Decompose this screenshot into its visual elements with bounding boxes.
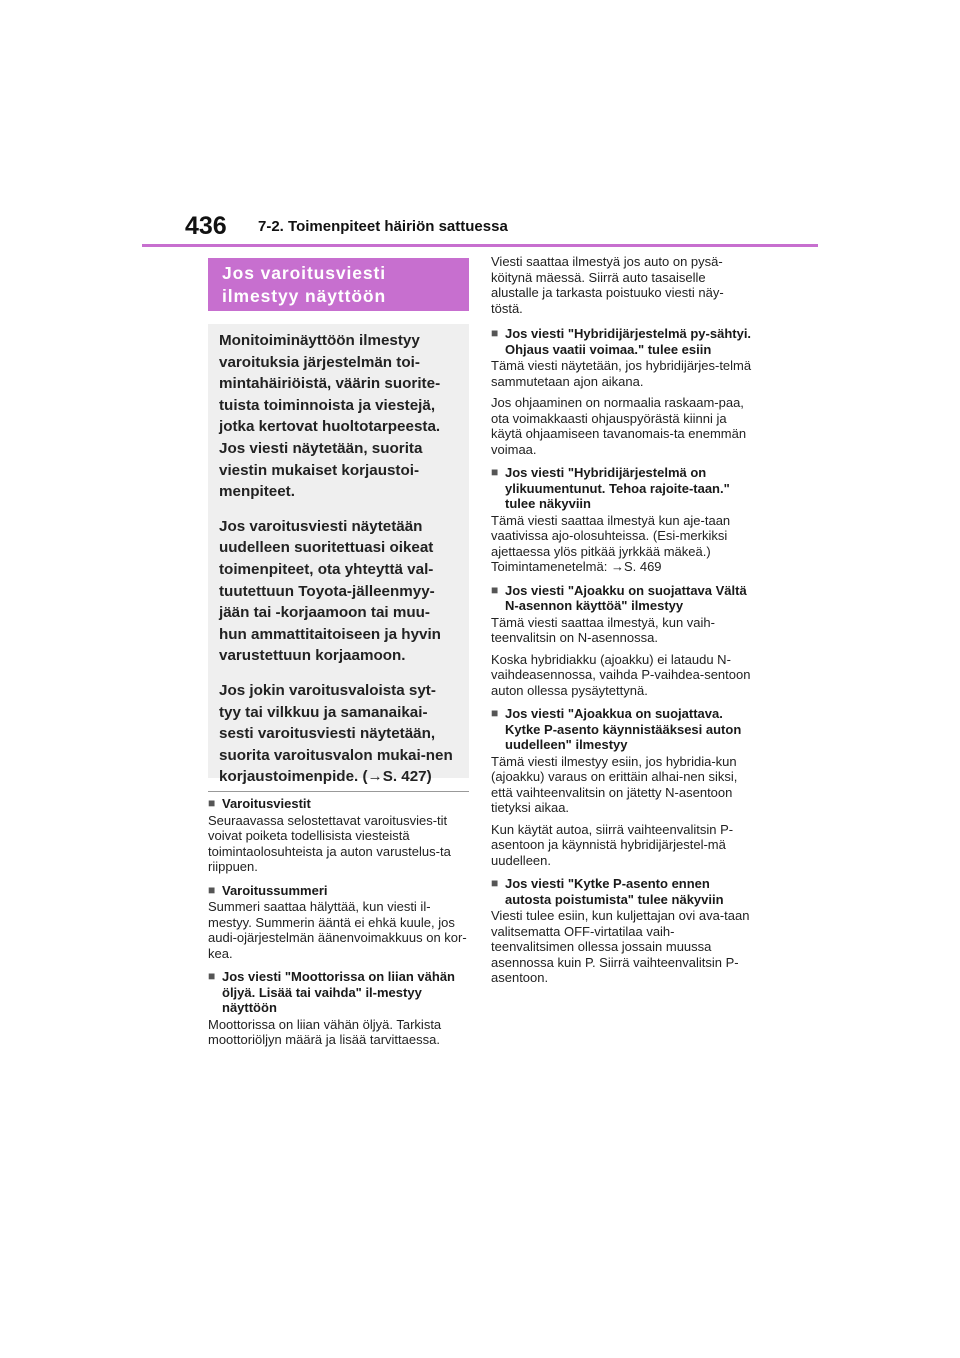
- body-text: Tämä viesti saattaa ilmestyä kun aje-taan vaativissa ajo-olosuhteissa. (Esi-merkiksi ajettaessa ylös pitkää jyrkkää mäkeä.) Toimintamenetelmä: →S. 469: [491, 512, 731, 574]
- body-text: Tämä viesti saattaa ilmestyä, kun vaih-teenvalitsin on N-asennossa.: [491, 614, 715, 645]
- subsection-title: Jos viesti "Hybridijärjestelmä on ylikuumentunut. Tehoa rajoite-taan." tulee näkyviin: [505, 465, 730, 511]
- section-title: 7-2. Toimenpiteet häiriön sattuessa: [258, 218, 508, 235]
- subsection: [491, 876, 753, 986]
- intro-paragraph: Jos varoitusviesti näytetään uudelleen suoritettuasi oikeat toimenpiteet, ota yhteyttä val-tuutettuun Toyota-jälleenmyy-jään tai -korjaamoon tai muu-hun ammattitaitoiseen ja hyvin varustettuun korjaamoon.: [219, 517, 441, 665]
- subsection: [491, 465, 753, 575]
- intro-box: [208, 324, 469, 786]
- heading-line-2: ilmestyy näyttöön: [222, 286, 387, 306]
- subsection-title: Jos viesti "Kytke P-asento ennen autosta poistumista" tulee näkyviin: [505, 876, 724, 907]
- intro-paragraph: Monitoiminäyttöön ilmestyy varoituksia järjestelmän toi-mintahäiriöistä, väärin suorite-tuista toiminnoista ja viestejä, jotka kertovat huoltotarpeesta. Jos viesti näytetään, suorita viestin mukaiset korjaustoi-menpiteet.: [219, 332, 441, 501]
- body-text: Tämä viesti näytetään, jos hybridijärjes-telmä sammutetaan ajon aikana.: [491, 358, 752, 389]
- square-bullet-icon: ■: [491, 876, 499, 890]
- heading-box: [208, 258, 469, 311]
- subsection: [208, 883, 470, 962]
- square-bullet-icon: ■: [491, 582, 499, 597]
- subsection: [491, 583, 753, 699]
- subsection-title: Jos viesti "Moottorissa on liian vähän öljyä. Lisää tai vaihda" il-mestyy näyttöön: [222, 969, 455, 1015]
- body-text: Tämä viesti ilmestyy esiin, jos hybridia-kun (ajoakku) varaus on erittäin alhai-nen siksi, että vaihteenvalitsin on jätetty N-asentoon tietyksi aikaa.: [491, 753, 738, 815]
- subsection-title: Varoitussummeri: [222, 882, 328, 898]
- heading-line-1: Jos varoitusviesti: [222, 263, 387, 283]
- page-number: 436: [185, 212, 227, 240]
- intro-paragraph: Jos jokin varoitusvaloista syt-tyy tai vilkkuu ja samanaikai-sesti varoitusviesti näytetään, suorita varoitusvalon mukai-nen korjaustoimenpide. (→S. 427): [219, 681, 453, 786]
- square-bullet-icon: ■: [491, 326, 499, 340]
- left-column: [208, 796, 470, 1056]
- square-bullet-icon: ■: [208, 796, 216, 810]
- subsection-title: Jos viesti "Ajoakkua on suojattava. Kytke P-asento käynnistääksesi auton uudelleen" ilmestyy: [505, 706, 742, 752]
- body-text: Seuraavassa selostettavat varoitusvies-tit voivat poiketa todellisista viesteistä toimintaolosuhteista ja auton varustelus-ta riippuen.: [208, 812, 451, 874]
- subsection: [208, 796, 470, 875]
- body-text: Kun käytät autoa, siirrä vaihteenvalitsin P-asentoon ja käynnistä hybridijärjestel-mä uudelleen.: [491, 821, 734, 868]
- lead-text: Viesti saattaa ilmestyä jos auto on pysä-köitynä mäessä. Siirrä auto tasaiselle alustalle ja tarkasta poistuuko viesti näy-töstä.: [491, 254, 724, 316]
- body-text: Koska hybridiakku (ajoakku) ei lataudu N-vaihdeasennossa, vaihda P-vaihdea-sentoon auton ollessa pysäytettynä.: [491, 651, 751, 698]
- square-bullet-icon: ■: [208, 969, 216, 983]
- square-bullet-icon: ■: [491, 465, 499, 479]
- square-bullet-icon: ■: [208, 882, 216, 897]
- body-text: Summeri saattaa hälyttää, kun viesti il-mestyy. Summerin ääntä ei ehkä kuule, jos audi-ojärjestelmän äänenvoimakkuus on kor-kea.: [208, 899, 467, 961]
- section-divider: [208, 791, 469, 792]
- right-column: [491, 254, 753, 994]
- subsection: [491, 706, 753, 868]
- subsection: [491, 326, 753, 457]
- header-rule: [142, 244, 818, 247]
- body-text: Moottorissa on liian vähän öljyä. Tarkista moottoriöljyn määrä ja lisää tarvittaessa.: [208, 1016, 442, 1047]
- body-text: Jos ohjaaminen on normaalia raskaam-paa, ota voimakkaasti ohjauspyörästä kiinni ja käytä ohjaamiseen tavanomais-ta enemmän voimaa.: [491, 395, 747, 457]
- subsection-title: Jos viesti "Ajoakku on suojattava Vältä N-asennon käyttöä" ilmestyy: [505, 582, 747, 613]
- subsection-title: Jos viesti "Hybridijärjestelmä py-sähtyi. Ohjaus vaatii voimaa." tulee esiin: [505, 326, 752, 357]
- body-text: Viesti tulee esiin, kun kuljettajan ovi ava-taan valitsematta OFF-virtatilaa vaih-teenvalitsimen ollessa jossain muussa asennossa kuin P. Siirrä vaihteenvalitsin P-asentoon.: [491, 908, 750, 985]
- subsection-title: Varoitusviestit: [222, 796, 311, 811]
- subsection: [208, 969, 470, 1048]
- square-bullet-icon: ■: [491, 706, 499, 720]
